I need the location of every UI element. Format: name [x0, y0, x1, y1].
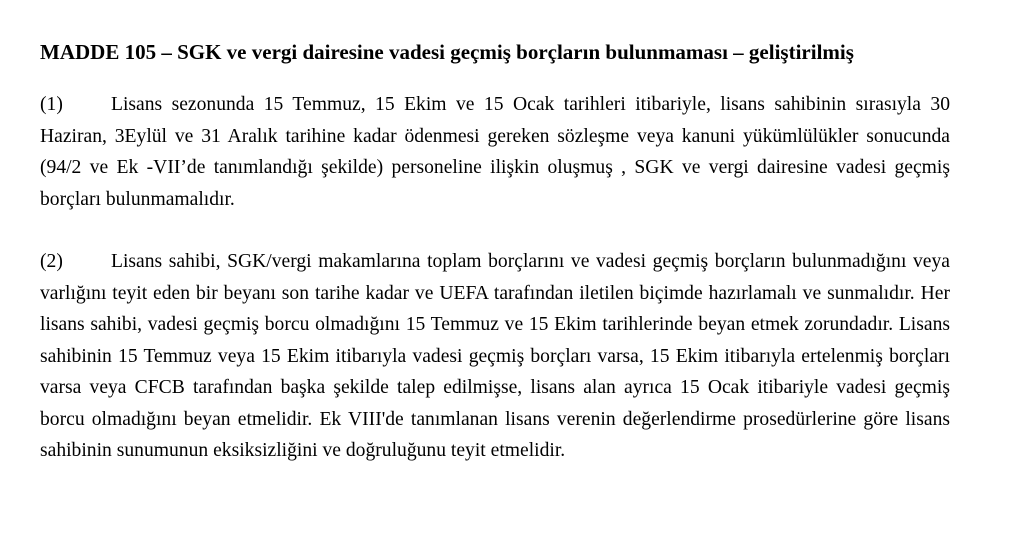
article-title: MADDE 105 – SGK ve vergi dairesine vadesi geçmiş borçların bulunmaması – geliştirilmiş [40, 40, 854, 64]
paragraph-number: (1) [40, 94, 63, 115]
paragraph-2 [40, 246, 950, 467]
document-page [40, 38, 950, 467]
paragraph-1 [40, 89, 950, 215]
paragraph-text: Lisans sahibi, SGK/vergi makamlarına toplam borçlarını ve vadesi geçmiş borçların bulunmadığını veya varlığını teyit eden bir beyanı son tarihe kadar ve UEFA tarafından iletilen biçimde hazırlamalı ve sunmalıdır. Her lisans sahibi, vadesi geçmiş borcu olmadığını 15 Temmuz ve 15 Ekim tarihlerinde beyan etmek zorundadır. Lisans sahibinin 15 Temmuz veya 15 Ekim itibarıyla vadesi geçmiş borçları varsa, 15 Ekim itibarıyla ertelenmiş borçları varsa veya CFCB tarafından başka şekilde talep edilmişse, lisans alan ayrıca 15 Ocak itibariyle vadesi geçmiş borcu olmadığını beyan etmelidir. Ek VIII'de tanımlanan lisans verenin değerlendirme prosedürlerine göre lisans sahibinin sunumunun eksiksizliğini ve doğruluğunu teyit etmelidir. [40, 251, 950, 461]
paragraph-text: Lisans sezonunda 15 Temmuz, 15 Ekim ve 15 Ocak tarihleri itibariyle, lisans sahibinin sırasıyla 30 Haziran, 3Eylül ve 31 Aralık tarihine kadar ödenmesi gereken sözleşme veya kanuni yükümlülükler sonucunda (94/2 ve Ek -VII’de tanımlandığı şekilde) personeline ilişkin oluşmuş , SGK ve vergi dairesine vadesi geçmiş borçları bulunmamalıdır. [40, 94, 950, 210]
paragraph-number: (2) [40, 251, 63, 272]
